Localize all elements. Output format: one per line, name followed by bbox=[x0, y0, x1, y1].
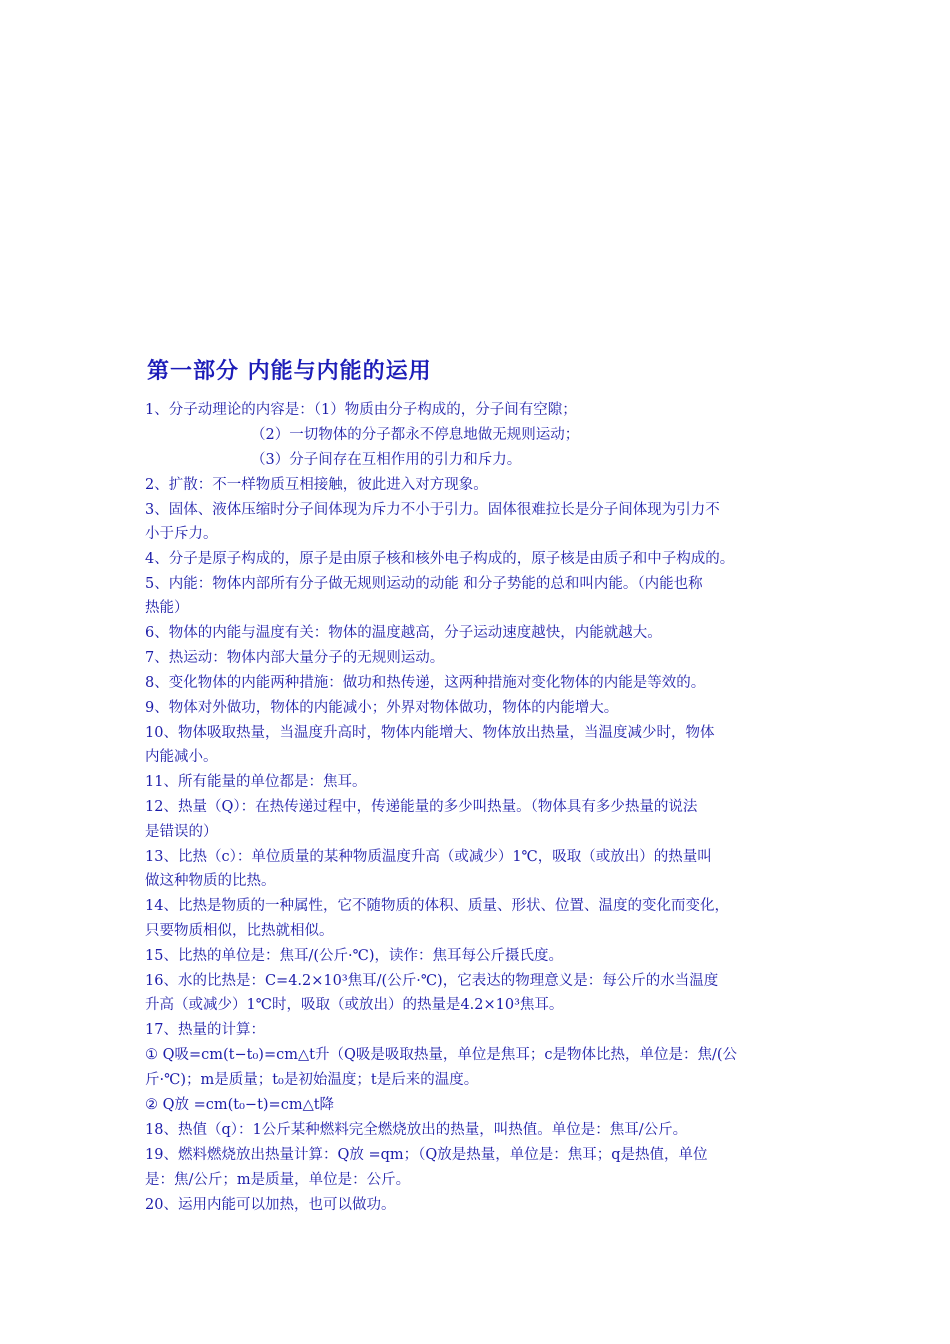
text-line: 只要物质相似，比热就相似。 bbox=[145, 923, 334, 939]
text-line: 16、水的比热是：C=4.2×10³焦耳/(公斤·℃)，它表达的物理意义是：每公斤的水当温度 bbox=[145, 973, 719, 989]
text-line: ② Q放 =cm(t₀−t)=cm△t降 bbox=[145, 1097, 335, 1113]
text-line: 3、固体、液体压缩时分子间体现为斥力不小于引力。固体很难拉长是分子间体现为引力不 bbox=[145, 502, 720, 518]
section-title: 第一部分 内能与内能的运用 bbox=[147, 358, 432, 384]
text-line: 1、分子动理论的内容是：（1）物质由分子构成的，分子间有空隙； bbox=[145, 402, 577, 418]
text-line: 2、扩散：不一样物质互相接触，彼此进入对方现象。 bbox=[145, 477, 488, 493]
text-line: 18、热值（q）：1公斤某种燃料完全燃烧放出的热量，叫热值。单位是：焦耳/公斤。 bbox=[145, 1122, 688, 1138]
text-line: 9、物体对外做功，物体的内能减小；外界对物体做功，物体的内能增大。 bbox=[145, 700, 619, 716]
text-line: 7、热运动：物体内部大量分子的无规则运动。 bbox=[145, 650, 445, 666]
text-line: 升高（或减少）1℃时，吸取（或放出）的热量是4.2×10³焦耳。 bbox=[145, 997, 564, 1013]
text-line: 8、变化物体的内能两种措施：做功和热传递，这两种措施对变化物体的内能是等效的。 bbox=[145, 675, 706, 691]
text-line: 是：焦/公斤；m是质量，单位是：公斤。 bbox=[145, 1172, 411, 1188]
text-line: 14、比热是物质的一种属性，它不随物质的体积、质量、形状、位置、温度的变化而变化， bbox=[145, 898, 729, 914]
text-line: 12、热量（Q）：在热传递过程中，传递能量的多少叫热量。（物体具有多少热量的说法 bbox=[145, 799, 698, 815]
text-line: 10、物体吸取热量，当温度升高时，物体内能增大、物体放出热量，当温度减少时，物体 bbox=[145, 725, 715, 741]
text-line: 内能减小。 bbox=[145, 749, 218, 765]
text-line: 11、所有能量的单位都是：焦耳。 bbox=[145, 774, 367, 790]
text-line: （3）分子间存在互相作用的引力和斥力。 bbox=[251, 452, 522, 468]
text-line: ① Q吸=cm(t−t₀)=cm△t升（Q吸是吸取热量，单位是焦耳；c是物体比热，单位是：焦/(公 bbox=[145, 1047, 737, 1063]
text-line: 20、运用内能可以加热，也可以做功。 bbox=[145, 1197, 396, 1213]
text-line: 13、比热（c）：单位质量的某种物质温度升高（或减少）1℃，吸取（或放出）的热量叫 bbox=[145, 849, 712, 865]
text-line: 15、比热的单位是：焦耳/(公斤·℃)，读作：焦耳每公斤摄氏度。 bbox=[145, 948, 563, 964]
text-line: （2）一切物体的分子都永不停息地做无规则运动； bbox=[251, 427, 580, 443]
text-line: 热能） bbox=[145, 600, 189, 616]
text-line: 做这种物质的比热。 bbox=[145, 873, 276, 889]
text-line: 小于斥力。 bbox=[145, 526, 218, 542]
text-line: 4、分子是原子构成的，原子是由原子核和核外电子构成的，原子核是由质子和中子构成的。 bbox=[145, 551, 735, 567]
text-line: 5、内能：物体内部所有分子做无规则运动的动能 和分子势能的总和叫内能。（内能也称 bbox=[145, 576, 703, 592]
text-line: 19、燃料燃烧放出热量计算：Q放 =qm；（Q放是热量，单位是：焦耳；q是热值，单位 bbox=[145, 1147, 708, 1163]
text-line: 斤·℃)；m是质量；t₀是初始温度；t是后来的温度。 bbox=[145, 1072, 479, 1088]
text-line: 6、物体的内能与温度有关：物体的温度越高，分子运动速度越快，内能就越大。 bbox=[145, 625, 662, 641]
text-line: 17、热量的计算： bbox=[145, 1022, 265, 1038]
text-line: 是错误的） bbox=[145, 824, 218, 840]
